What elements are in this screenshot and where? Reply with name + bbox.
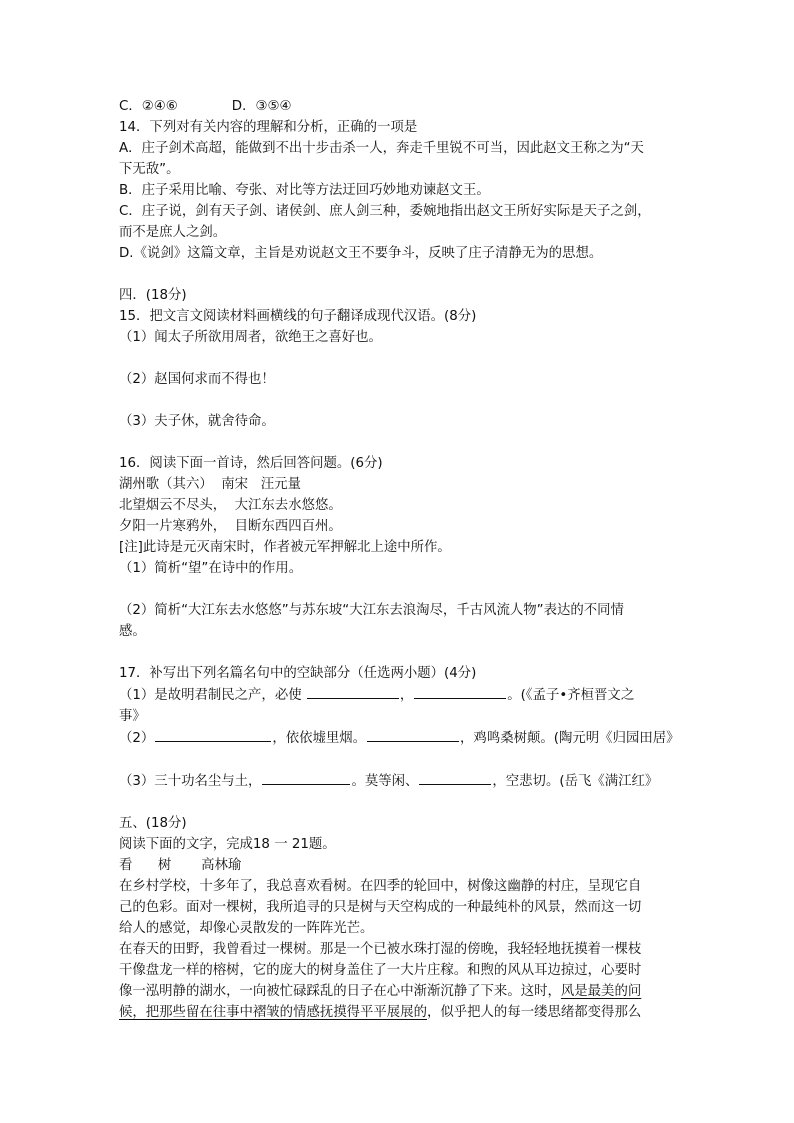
answer-blank[interactable] [307, 684, 399, 699]
section-4-title: 四．(18分) [119, 288, 187, 303]
answer-blank[interactable] [367, 727, 459, 742]
q17-item-3 [119, 770, 675, 792]
q14-option-c-line1: C．庄子说，剑有天子剑、诸侯剑、庶人剑三种，委婉地指出赵文王所好实际是天子之剑， [119, 204, 651, 219]
q15-stem: 15．把文言文阅读材料画横线的句子翻译成现代汉语。(8分) [119, 309, 477, 324]
article-p2-line2: 干像盘龙一样的榕树，它的庞大的树身盖住了一大片庄稼。和煦的风从耳边掠过，心要时 [119, 963, 642, 978]
poem-line-2: 夕阳一片寒鸦外， 目断东西四百州。 [119, 519, 342, 534]
p2-line4-text: ，似乎把人的每一缕思绪都变得那么 [426, 1005, 642, 1020]
article-p2-line1: 在春天的田野，我曾看过一棵树。那是一个已被水珠打湿的傍晚，我轻轻地抚摸着一棵枝 [119, 942, 642, 957]
q17-item-1-line2: 事》 [119, 709, 146, 724]
q16-item-2-line2: 感。 [119, 624, 146, 639]
q14-option-a-line1: A．庄子剑术高超，能做到不出十步击杀一人，奔走千里锐不可当，因此赵文王称之为“天 [119, 141, 644, 156]
q15-item-3: （3）夫子休，就舍待命。 [119, 414, 275, 429]
q17-3-text-c: ，空悲切。(岳飞《满江红》 [492, 774, 659, 789]
q13-options-cd [119, 96, 675, 117]
q17-item-2 [119, 727, 680, 749]
q16-stem: 16．阅读下面一首诗，然后回答问题。(6分) [119, 456, 383, 471]
answer-blank[interactable] [262, 770, 350, 785]
q16-item-1: （1）简析“望”在诗中的作用。 [119, 561, 303, 576]
p2-line3-text: 像一泓明静的湖水，一向被忙碌踩乱的日子在心中渐渐沉静了下来。这时， [119, 984, 561, 999]
section-5-intro: 阅读下面的文字，完成18 一 21题。 [119, 837, 336, 852]
q17-3-text-a: （3）三十功名尘与土， [119, 774, 262, 789]
q17-2-text-b: ，依依墟里烟。 [272, 731, 367, 746]
article-p1-line3: 给人的感觉，却像心灵散发的一阵阵光芒。 [119, 921, 374, 936]
q17-item-1-line1 [119, 684, 675, 706]
article-title: 看 树 高林瑜 [119, 858, 242, 873]
q15-item-2: （2）赵国何求而不得也！ [119, 372, 275, 387]
answer-blank[interactable] [414, 684, 506, 699]
article-p2-line3 [119, 981, 675, 1002]
article-p1-line1: 在乡村学校，十多年了，我总喜欢看树。在四季的轮回中，树像这幽静的村庄，呈现它自 [119, 879, 642, 894]
q17-3-text-b: 。莫等闲、 [351, 774, 419, 789]
option-d: D．③⑤④ [231, 99, 292, 114]
section-5-title: 五、(18分) [119, 816, 187, 831]
option-c: C．②④⑥ [119, 99, 178, 114]
answer-blank[interactable] [155, 727, 271, 742]
q17-2-text-a: （2） [119, 731, 155, 746]
q17-stem: 17．补写出下列名篇名句中的空缺部分（任选两小题）(4分) [119, 666, 477, 681]
poem-line-1: 北望烟云不尽头， 大江东去水悠悠。 [119, 498, 342, 513]
q17-1-text-a: （1）是故明君制民之产，必使 [119, 688, 302, 703]
q14-stem: 14．下列对有关内容的理解和分析，正确的一项是 [119, 120, 418, 135]
article-p1-line2: 己的色彩。面对一棵树，我所追寻的只是树与天空构成的一种最纯朴的风景，然而这一切 [119, 900, 642, 915]
article-p2-line4 [119, 1002, 675, 1023]
q17-1-text-c: 。(《孟子•齐桓晋文之 [507, 688, 635, 703]
q17-2-text-c: ，鸡鸣桑树颠。(陶元明《归园田居》 [460, 731, 680, 746]
document-page [119, 96, 680, 1023]
q17-1-text-b: ， [399, 688, 414, 703]
underlined-sentence-part2: 候，把那些留在往事中褶皱的情感抚摸得平平展展的 [119, 1005, 427, 1020]
underlined-sentence-part1: 风是最美的问 [560, 984, 642, 999]
q16-item-2-line1: （2）简析“大江东去水悠悠”与苏东坡“大江东去浪淘尽，千古风流人物”表达的不同情 [119, 603, 624, 618]
q14-option-b: B．庄子采用比喻、夸张、对比等方法迂回巧妙地劝谏赵文王。 [119, 183, 490, 198]
answer-blank[interactable] [419, 770, 491, 785]
q14-option-c-line2: 而不是庶人之剑。 [119, 225, 227, 240]
q14-option-d: D.《说剑》这篇文章，主旨是劝说赵文王不要争斗，反映了庄子清静无为的思想。 [119, 246, 603, 261]
poem-title: 湖州歌（其六） 南宋 汪元量 [119, 477, 301, 492]
q14-option-a-line2: 下无敌”。 [119, 162, 180, 177]
q15-item-1: （1）闻太子所欲用周者，欲绝王之喜好也。 [119, 330, 382, 345]
poem-note: [注]此诗是元灭南宋时，作者被元军押解北上途中所作。 [119, 540, 451, 555]
